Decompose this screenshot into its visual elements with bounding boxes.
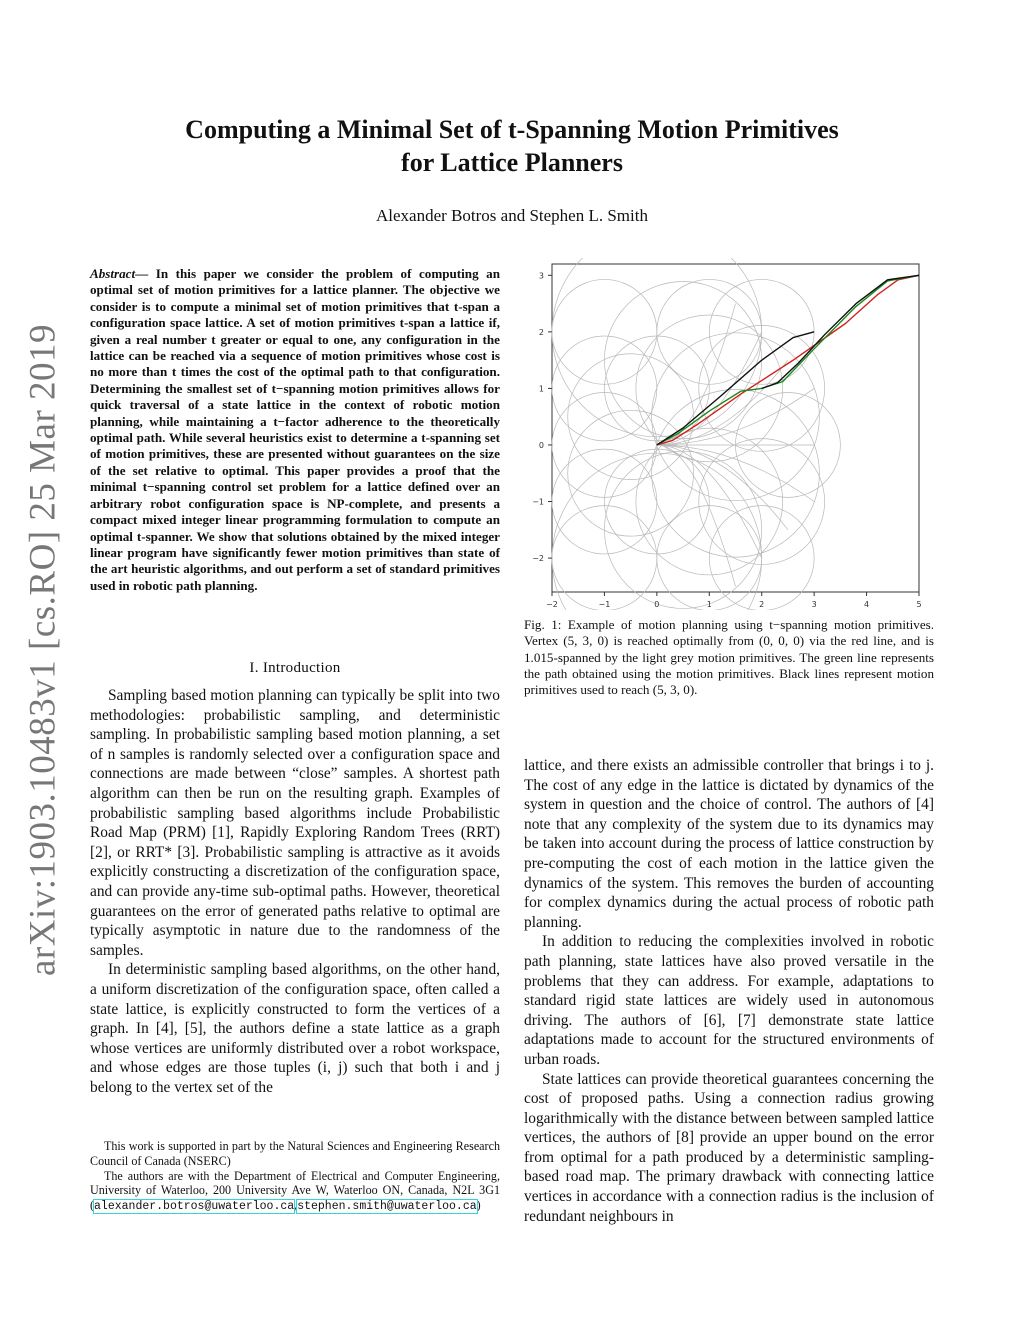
- paper-authors: Alexander Botros and Stephen L. Smith: [376, 206, 648, 225]
- y-tick-label: 2: [538, 327, 544, 337]
- primitive-arc: [568, 410, 694, 536]
- right-column-body: [524, 756, 934, 1226]
- y-tick-label: 3: [538, 271, 544, 281]
- plot-series: [657, 275, 919, 445]
- paper-title-line-2: for Lattice Planners: [401, 148, 623, 177]
- series-line-2: [657, 332, 814, 445]
- paragraph: In addition to reducing the complexities involved in robotic path planning, state lattices have also proved versatile in the problems that they can address. For example, adaptations to standard rigid state lattices are widely used in autonomous driving. The authors of [6], [7] demonstrate state lattice adaptations made to account for the structured environments of urban roads.: [524, 933, 934, 1068]
- abstract: Abstract— In this paper we consider the problem of computing an optimal set of motion primitives for a lattice planner. The objective we consider is to compute a minimal set of motion primitives that t-span a configuration space lattice. A set of motion primitives t-span a lattice if, given a real number t greater or equal to one, any configuration in the lattice can be reached via a sequence of motion primitives whose cost is no more than t times the cost of the optimal path to that configuration. Determining the smallest set of t−spanning motion primitives allows for quick traversal of a state lattice in the context of robotic motion planning, while maintaining a t−factor adherence to the theoretically optimal path. While several heuristics exist to determine a t-spanning set of motion primitives, these are presented without guarantees on the size of the set relative to optimal. This paper provides a proof that the minimal t−spanning control set problem for a lattice defined over an arbitrary robot configuration space is NP-complete, and presents a compact mixed integer linear programming formulation to compute an optimal t-spanner. We show that solutions obtained by the mixed integer linear program have significantly fewer motion primitives than state of the art heuristic algorithms, and out perform a set of standard primitives used in robotic path planning.: [90, 266, 500, 593]
- paragraph: Sampling based motion planning can typically be split into two methodologies: probabilistic sampling, and deterministic sampling. In probabilistic sampling based motion planning, a set of n samples is randomly selected over a configuration space and connections are made between “close” samples. A shortest path algorithm can then be run on the resulting graph. Examples of probabilistic sampling based algorithms include Probabilistic Road Map (PRM) [1], Rapidly Exploring Random Trees (RRT) [2], or RRT* [3]. Probabilistic sampling is attractive as it avoids explicitly constructing a discretization of the configuration space, and can provide any-time sub-optimal paths. However, theoretical guarantees on the error of generated paths relative to optimal are typically asymptotic in nature due to the randomness of the samples.: [90, 687, 500, 959]
- y-tick-label: 0: [538, 440, 544, 450]
- primitive-curve: [657, 304, 736, 445]
- primitive-arc: [552, 279, 657, 384]
- primitive-arc: [604, 451, 761, 608]
- series-line-3: [762, 275, 919, 388]
- email-link-botros[interactable]: alexander.botros@uwaterloo.ca: [94, 1200, 295, 1214]
- x-tick-label: −2: [546, 600, 558, 609]
- x-tick-label: 5: [916, 600, 922, 609]
- figure-caption: Fig. 1: Example of motion planning using t−spanning motion primitives. Vertex (5, 3, 0) is reached optimally from (0, 0, 0) via the red line, and is 1.015-spanned by the light grey motion primitives. The green line represents the path obtained using the motion primitives. Black lines represent motion primitives used to reach (5, 3, 0).: [524, 617, 934, 698]
- paper-title-line-1: Computing a Minimal Set of t-Spanning Motion Primitives: [185, 115, 839, 144]
- section-heading-introduction: I. Introduction: [249, 660, 341, 676]
- motion-planning-figure: [520, 258, 935, 610]
- footnote-affiliation: The authors are with the Department of Electrical and Computer Engineering, University of Waterloo, 200 University Ave W, Waterloo ON, Canada, N2L 3G1 (alexander.botros@uwaterloo.ca,stephen.smith@uwaterloo.ca): [90, 1168, 500, 1214]
- paragraph: In deterministic sampling based algorithms, on the other hand, a uniform discretization of the configuration space, often called a state lattice, is explicitly constructed to form the vertices of a graph. In [4], [5], the authors define a state lattice as a graph whose vertices are uniformly distributed over a robot workspace, and whose edges are those tuples (i, j) such that both i and j belong to the vertex set of the: [90, 961, 500, 1096]
- primitive-arc: [699, 439, 825, 565]
- footnote-support: This work is supported in part by the Natural Sciences and Engineering Research Council of Canada (NSERC): [90, 1139, 500, 1168]
- left-column-body: [90, 686, 500, 1097]
- axis-ticks: [532, 271, 921, 609]
- x-tick-label: −1: [598, 600, 611, 609]
- abstract-label: Abstract: [90, 266, 136, 281]
- footnotes: [90, 1139, 500, 1215]
- primitive-curve: [657, 445, 814, 502]
- primitive-arc: [552, 393, 657, 498]
- series-line-0: [657, 275, 919, 445]
- x-tick-label: 0: [654, 600, 660, 609]
- primitive-curve: [657, 445, 736, 586]
- y-tick-label: −1: [532, 497, 544, 507]
- plot-frame: [552, 264, 919, 592]
- series-line-1: [657, 275, 919, 445]
- paragraph: lattice, and there exists an admissible controller that brings i to j. The cost of any edge in the lattice is dictated by dynamics of the system in question and the choice of control. The authors of [4] note that any complexity of the system due to its dynamics may be taken into account during the process of lattice construction by pre-computing the cost of each motion in the lattice given the dynamics of the system. This removes the burden of accounting for complex dynamics during the actual process of robotic path planning.: [524, 757, 934, 931]
- primitive-arc: [604, 281, 761, 438]
- primitive-arc: [568, 354, 694, 480]
- y-tick-label: 1: [538, 384, 544, 394]
- x-tick-label: 2: [759, 600, 765, 609]
- email-link-smith[interactable]: stephen.smith@uwaterloo.ca: [297, 1200, 477, 1214]
- x-tick-label: 1: [706, 600, 712, 609]
- paragraph: State lattices can provide theoretical guarantees concerning the cost of proposed paths. Using a connection radius growing logarithmically with the distance between between sampled lattice vertices, the authors of [8] provide an upper bound on the error from optimal for a path produced by a deterministic sampling-based road map. The primary drawback with connecting lattice vertices in accordance with a connection radius is the inclusion of redundant neighbours in: [524, 1070, 934, 1225]
- abstract-text: In this paper we consider the problem of computing an optimal set of motion primitives for a lattice planner. The objective we consider is to compute a minimal set of motion primitives that t-span a configuration space lattice. A set of motion primitives t-span a lattice if, given a real number t greater or equal to one, any configuration in the lattice can be reached via a sequence of motion primitives whose cost is no more than t times the cost of the optimal path to that configuration. Determining the smallest set of t−spanning motion primitives allows for quick traversal of a state lattice in the context of robotic motion planning, while maintaining a t−factor adherence to the theoretically optimal path. While several heuristics exist to determine a t-spanning set of motion primitives, these are presented without guarantees on the size of the set relative to optimal. This paper provides a proof that the minimal t−spanning control set problem for a lattice defined over an arbitrary robot configuration space is NP-complete, and presents a compact mixed integer linear programming formulation to compute an optimal t-spanner. We show that solutions obtained by the mixed integer linear program have significantly fewer motion primitives than state of the art heuristic algorithms, and out perform a set of standard primitives used in robotic path planning.: [90, 266, 500, 593]
- primitive-arc: [552, 453, 765, 610]
- x-tick-label: 3: [811, 600, 817, 609]
- y-tick-label: −2: [532, 554, 544, 564]
- grey-motion-primitives: [552, 258, 840, 610]
- x-tick-label: 4: [864, 600, 870, 609]
- primitive-arc: [552, 258, 762, 437]
- arxiv-identifier: arXiv:1903.10483v1 [cs.RO] 25 Mar 2019: [22, 323, 64, 977]
